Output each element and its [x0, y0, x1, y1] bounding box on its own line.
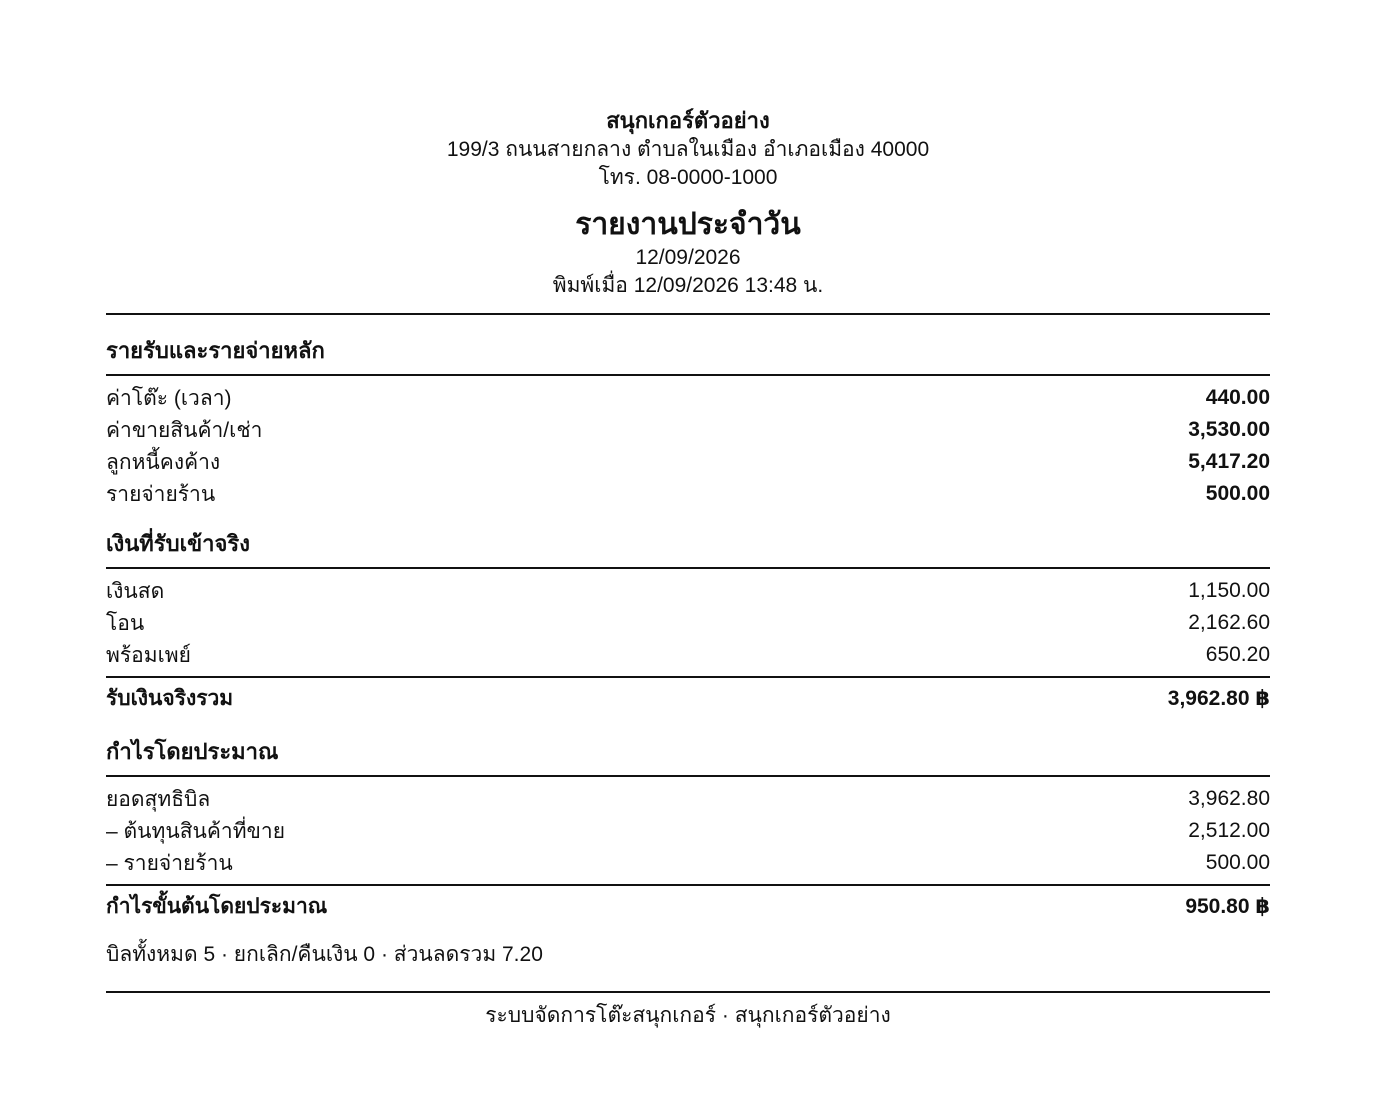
printed-timestamp: พิมพ์เมื่อ 12/09/2026 13:48 น.	[552, 274, 824, 297]
row-label: เงินสด	[106, 579, 165, 603]
row-label: – รายจ่ายร้าน	[106, 851, 233, 875]
row-value: 650.20	[1205, 643, 1270, 666]
income-expense-list	[106, 376, 1270, 510]
list-item	[106, 783, 1270, 815]
row-label: โอน	[106, 611, 145, 635]
list-item	[106, 382, 1270, 414]
list-item	[106, 446, 1270, 478]
row-value: 440.00	[1205, 386, 1270, 409]
row-value: 2,162.60	[1188, 611, 1270, 634]
report-title: รายงานประจำวัน	[575, 208, 801, 241]
section-title-income-expense: รายรับและรายจ่ายหลัก	[106, 338, 325, 363]
list-item	[106, 575, 1270, 607]
row-value: 2,512.00	[1188, 819, 1270, 842]
list-item	[106, 847, 1270, 879]
row-value: 500.00	[1205, 482, 1270, 505]
bill-summary: บิลทั้งหมด 5 · ยกเลิก/คืนเงิน 0 · ส่วนลดรวม 7.20	[106, 943, 543, 966]
received-total-row	[106, 678, 1270, 718]
shop-name: สนุกเกอร์ตัวอย่าง	[606, 108, 770, 133]
daily-report	[106, 0, 1270, 1031]
report-header	[106, 106, 1270, 300]
list-item	[106, 414, 1270, 446]
total-value: 950.80 ฿	[1185, 894, 1270, 918]
footer-text: ระบบจัดการโต๊ะสนุกเกอร์ · สนุกเกอร์ตัวอย่าง	[485, 1004, 891, 1027]
list-item	[106, 478, 1270, 510]
row-value: 3,530.00	[1188, 418, 1270, 441]
row-label: ค่าโต๊ะ (เวลา)	[106, 386, 232, 410]
list-item	[106, 639, 1270, 671]
row-label: รายจ่ายร้าน	[106, 482, 216, 506]
received-list	[106, 569, 1270, 671]
total-label: กำไรขั้นต้นโดยประมาณ	[106, 894, 328, 918]
shop-address: 199/3 ถนนสายกลาง ตำบลในเมือง อำเภอเมือง 40000	[446, 138, 930, 161]
row-label: พร้อมเพย์	[106, 643, 191, 667]
list-item	[106, 607, 1270, 639]
section-title-profit: กำไรโดยประมาณ	[106, 739, 279, 764]
row-label: ยอดสุทธิบิล	[106, 787, 211, 811]
row-value: 5,417.20	[1188, 450, 1270, 473]
row-label: – ต้นทุนสินค้าที่ขาย	[106, 819, 286, 843]
profit-list	[106, 777, 1270, 879]
row-label: ลูกหนี้คงค้าง	[106, 450, 221, 474]
header-divider	[106, 313, 1270, 315]
footer-divider	[106, 991, 1270, 993]
row-value: 500.00	[1205, 851, 1270, 874]
shop-phone: โทร. 08-0000-1000	[598, 166, 778, 189]
row-label: ค่าขายสินค้า/เช่า	[106, 418, 263, 442]
row-value: 3,962.80	[1188, 787, 1270, 810]
list-item	[106, 815, 1270, 847]
profit-total-row	[106, 886, 1270, 926]
total-value: 3,962.80 ฿	[1167, 686, 1270, 710]
row-value: 1,150.00	[1188, 579, 1270, 602]
report-date: 12/09/2026	[635, 246, 741, 269]
total-label: รับเงินจริงรวม	[106, 686, 234, 710]
section-title-received: เงินที่รับเข้าจริง	[106, 531, 250, 556]
